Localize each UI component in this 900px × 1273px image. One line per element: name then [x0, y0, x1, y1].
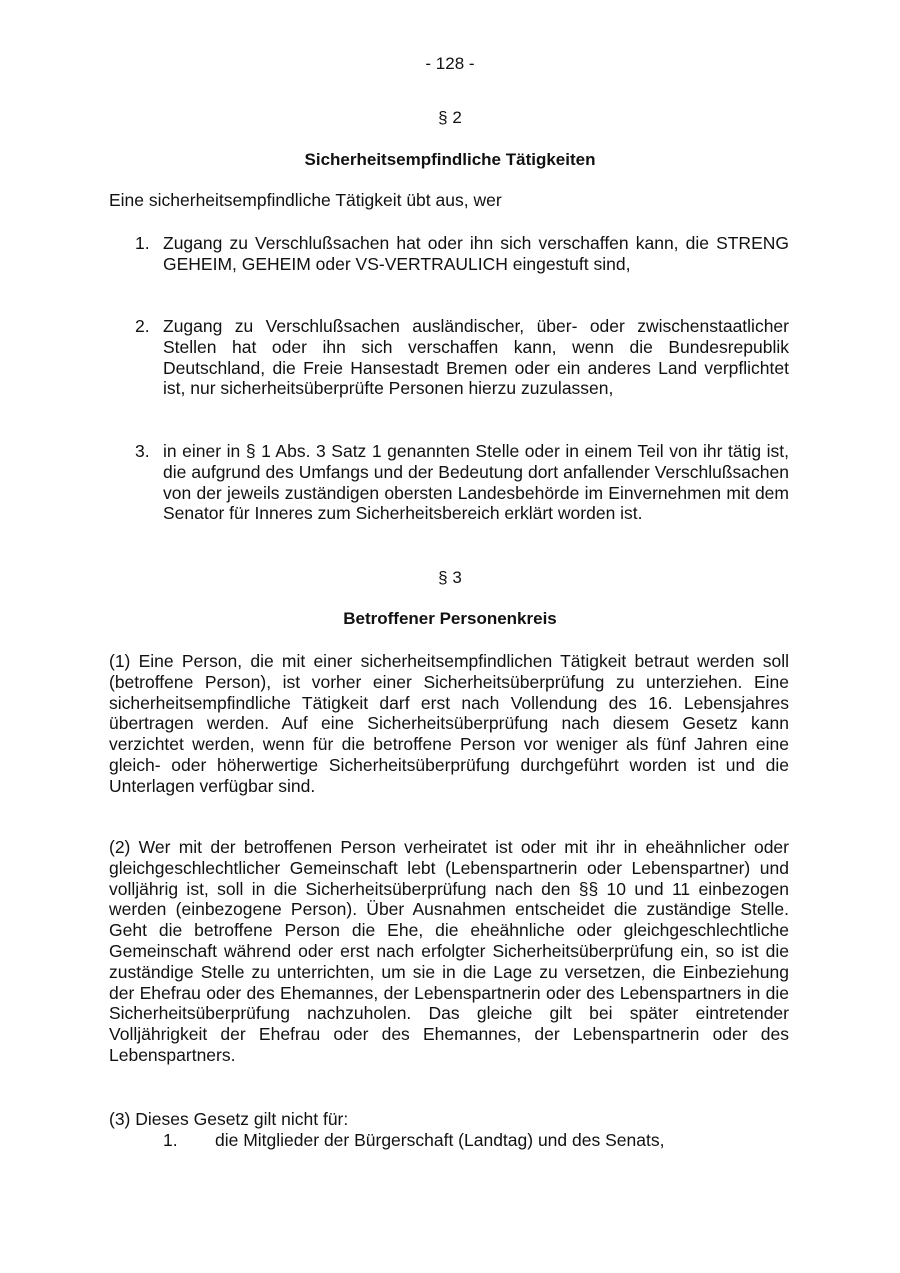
section-3-paragraph-3-intro: (3) Dieses Gesetz gilt nicht für:	[109, 1109, 349, 1129]
section-2-title: Sicherheitsempfindliche Tätigkeiten	[304, 150, 596, 169]
section-3-paragraph-1: (1) Eine Person, die mit einer sicherheitsempfindlichen Tätigkeit betraut werden soll (betroffene Person), ist vorher einer Sicherheitsüberprüfung zu unterziehen. Eine sicherheitsempfindliche Tätigkeit darf erst nach Vollendung des 16. Lebensjahres übertragen werden. Auf eine Sicherheitsüberprüfung nach diesem Gesetz kann verzichtet werden, wenn für die betroffene Person vor weniger als fünf Jahren eine gleich- oder höherwertige Sicherheitsüberprüfung durchgeführt worden ist und die Unterlagen verfügbar sind.	[109, 651, 789, 796]
item-number: 3.	[135, 441, 150, 461]
item-number: 2.	[135, 316, 150, 336]
section-2-intro: Eine sicherheitsempfindliche Tätigkeit übt aus, wer	[109, 190, 502, 210]
item-number: 1.	[135, 233, 150, 253]
section-2-item-3	[135, 441, 789, 524]
item-text: Zugang zu Verschlußsachen ausländischer, über- oder zwischenstaatlicher Stellen hat oder ihn sich verschaffen kann, wenn die Bundesrepublik Deutschland, die Freie Hansestadt Bremen oder ein anderes Land verpflichtet ist, nur sicherheitsüberprüfte Personen hierzu zuzulassen,	[163, 316, 789, 399]
item-text: in einer in § 1 Abs. 3 Satz 1 genannten Stelle oder in einem Teil von ihr tätig ist, die aufgrund des Umfangs und der Bedeutung dort anfallender Verschlußsachen von der jeweils zuständigen obersten Landesbehörde im Einvernehmen mit dem Senator für Inneres zum Sicherheitsbereich erklärt worden ist.	[163, 441, 789, 524]
section-3-paragraph-3-item-1	[163, 1130, 789, 1151]
section-2-item-2	[135, 316, 789, 399]
item-text: die Mitglieder der Bürgerschaft (Landtag) und des Senats,	[215, 1130, 665, 1150]
item-text: Zugang zu Verschlußsachen hat oder ihn sich verschaffen kann, die STRENG GEHEIM, GEHEIM oder VS-VERTRAULICH eingestuft sind,	[163, 233, 789, 274]
section-3-paragraph-2: (2) Wer mit der betroffenen Person verheiratet ist oder mit ihr in eheähnlicher oder gleichgeschlechtlicher Gemeinschaft lebt (Lebenspartnerin oder Lebenspartner) und volljährig ist, soll in die Sicherheitsüberprüfung nach den §§ 10 und 11 einbezogen werden (einbezogene Person). Über Ausnahmen entscheidet die zuständige Stelle. Geht die betroffene Person die Ehe, die eheähnliche oder gleichgeschlechtliche Gemeinschaft während oder erst nach erfolgter Sicherheitsüberprüfung ein, so ist die zuständige Stelle zu unterrichten, um sie in die Lage zu versetzen, die Einbeziehung der Ehefrau oder des Ehemannes, der Lebenspartnerin oder des Lebenspartners in die Sicherheitsüberprüfung nachzuholen. Das gleiche gilt bei später eintretender Volljährigkeit der Ehefrau oder des Ehemannes, der Lebenspartnerin oder des Lebenspartners.	[109, 837, 789, 1065]
section-2-item-1	[135, 233, 789, 275]
section-3-title: Betroffener Personenkreis	[343, 609, 557, 628]
section-2-mark: § 2	[438, 108, 462, 127]
page-number: - 128 -	[425, 54, 475, 73]
section-3-mark: § 3	[438, 568, 462, 587]
item-number: 1.	[163, 1130, 178, 1150]
